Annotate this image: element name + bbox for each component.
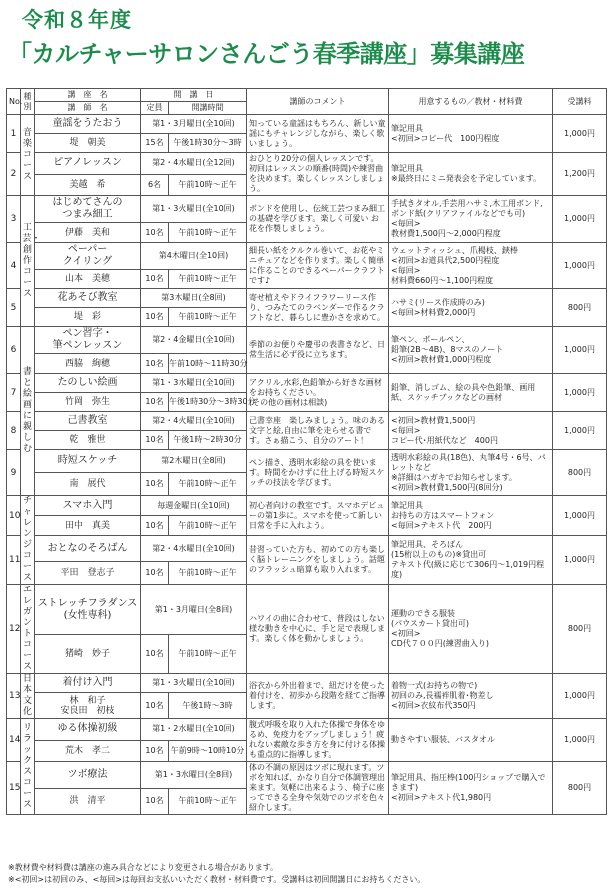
course-no: 2 — [7, 153, 21, 196]
course-no: 12 — [7, 585, 21, 674]
course-table — [6, 88, 607, 815]
course-materials: 鉛筆、消しゴム、絵の具や色鉛筆、画用紙、スケッチブックなどの画材 — [389, 374, 553, 412]
col-capacity: 定員 — [141, 102, 169, 115]
course-materials: ハサミ(リース作成時のみ) <毎回>材料費2,000円 — [389, 289, 553, 327]
course-lecturer: 田中 真美 — [35, 516, 141, 536]
course-materials: 運動のできる服装 (パウスカート貸出可) <初回> CD代７００円(練習曲入り) — [389, 585, 553, 674]
col-materials: 用意するもの／教材・材料費 — [389, 89, 553, 115]
table-row — [7, 496, 607, 516]
course-comment: 腹式呼吸を取り入れた体操で身体をゆるめ、免疫力をアップしましょう！疲れない素敵な歩き方を身に付ける体操も重点的に指導します。 — [247, 719, 389, 762]
course-comment: 己書幸座 楽しみましょう。味のある文字と絵,自由に筆を走らせる書です。さぁ描こう、自分のアート！ — [247, 412, 389, 450]
course-capacity: 10名 — [141, 788, 169, 815]
footnote-2: ※<初回>は初回のみ、<毎回>は毎回お支払いいただく教材・材料費です。受講料は初回開講日にお持ちください。 — [8, 875, 426, 884]
course-time: 午前10時～正午 — [169, 635, 247, 674]
course-name: 己書教室 — [35, 412, 141, 431]
genre-text: エレガントコース — [22, 585, 32, 672]
col-genre: 種別 — [21, 89, 35, 115]
course-lecturer: 西脇 絢穂 — [35, 354, 141, 374]
course-comment: 知っている童謡はもちろん、新しい童謡にもチャレンジしながら、楽しく歌いましょう。 — [247, 115, 389, 153]
course-materials: 筆記用具、指圧棒(100円ショップで購入できます) <初回>テキスト代1,980円 — [389, 762, 553, 815]
course-name: おとなのそろばん — [35, 536, 141, 562]
course-materials: 透明水彩絵の具(18色)、丸筆4号・6号、パレットなど ※詳細はハガキでお知らせします。 <初回>教材費1,500円(8回分) — [389, 450, 553, 496]
table-row — [7, 762, 607, 789]
course-no: 15 — [7, 762, 21, 815]
course-fee: 800円 — [553, 585, 607, 674]
course-no: 14 — [7, 719, 21, 762]
course-name: ペン習字・ 筆ペンレッスン — [35, 327, 141, 354]
course-comment: 昔習っていた方も、初めての方も楽しく脳トレーニングをしましょう。話題のフラッシュ暗算も取り入れます。 — [247, 536, 389, 585]
course-capacity: 10名 — [141, 635, 169, 674]
course-name: たのしい絵画 — [35, 374, 141, 393]
course-comment: 細長い紙をクルクル巻いて、お花やミニチュアなどを作ります。楽しく簡単に作ることのできるペーパークラフトです♪ — [247, 243, 389, 289]
course-schedule: 第1・3水曜日(全10回) — [141, 374, 247, 393]
col-course-name: 講 座 名 — [35, 89, 141, 102]
course-materials: <初回>教材費1,500円 <毎回> コピー代･用紙代など 400円 — [389, 412, 553, 450]
course-fee: 1,000円 — [553, 243, 607, 289]
course-capacity: 10名 — [141, 223, 169, 243]
course-name: ペーパー クイリング — [35, 243, 141, 270]
course-schedule: 第2木曜日(全8回) — [141, 450, 247, 473]
course-materials: 筆記用具 <初回>コピー代 100円程度 — [389, 115, 553, 153]
footnote-1: ※教材費や材料費は講座の進み具合などにより変更される場合があります。 — [8, 863, 279, 872]
table-row — [7, 196, 607, 223]
course-name: ゆる体操初級 — [35, 719, 141, 741]
genre-text: リラックスコース — [22, 722, 32, 810]
course-fee: 1,000円 — [553, 412, 607, 450]
page-header — [0, 0, 611, 86]
course-name: はじめてさんの つまみ細工 — [35, 196, 141, 223]
page-title: 「カルチャーサロンさんごう春季講座」募集講座 — [8, 40, 525, 68]
course-comment: 寄せ植えやドライフラワーリース作り、つみたてのラベンダーで作るクラフトなど、暮らしに豊かさを求めて。 — [247, 289, 389, 327]
course-materials: 着物一式(お持ちの物で) 初回のみ,長襦袢肌着･物差し <初回>衣紋布代350円 — [389, 674, 553, 719]
course-no: 6 — [7, 327, 21, 374]
course-lecturer: 堤 彩 — [35, 308, 141, 327]
course-schedule: 第3木曜日(全8回) — [141, 289, 247, 308]
course-schedule: 第4木曜日(全10回) — [141, 243, 247, 270]
course-capacity: 10名 — [141, 308, 169, 327]
course-fee: 1,000円 — [553, 196, 607, 243]
course-comment: おひとり20分の個人レッスンです。初回はレッスンの順番(時間)や練習曲を決めます。楽しくレッスンしましょう。 — [247, 153, 389, 196]
course-time: 午前9時～10時10分 — [169, 740, 247, 762]
course-name: 着付け入門 — [35, 674, 141, 693]
table-row — [7, 327, 607, 354]
course-schedule: 第2・4水曜日(全10回) — [141, 536, 247, 562]
col-comment: 講師のコメント — [247, 89, 389, 115]
course-schedule: 第1・3水曜日(全8回) — [141, 762, 247, 789]
course-time: 午前10時～正午 — [169, 516, 247, 536]
course-name: ツボ療法 — [35, 762, 141, 789]
course-comment: ボンドを使用し、伝統工芸つまみ細工の基礎を学びます。楽しく可愛い お花を作製しましょう。 — [247, 196, 389, 243]
course-lecturer: 堤 朝美 — [35, 134, 141, 153]
course-time: 午前10時～正午 — [169, 788, 247, 815]
course-fee: 800円 — [553, 762, 607, 815]
course-materials: ウェットティッシュ、爪楊枝、鋏棒 <初回>お道具代2,500円程度 <毎回> 材料費660円～1,100円程度 — [389, 243, 553, 289]
genre-text: チャレンジコース — [22, 496, 32, 583]
course-schedule: 第1・3火曜日(全10回) — [141, 196, 247, 223]
genre-label — [21, 719, 35, 815]
course-lecturer: 荒木 孝二 — [35, 740, 141, 762]
course-no: 13 — [7, 674, 21, 719]
table-row — [7, 674, 607, 693]
course-capacity: 10名 — [141, 431, 169, 450]
course-no: 3 — [7, 196, 21, 243]
course-fee: 1,000円 — [553, 115, 607, 153]
course-materials: 筆記用具、そろばん (15桁以上のもの)※貸出可 テキスト代(級に応じて306円～1,019円程度) — [389, 536, 553, 585]
table-row — [7, 450, 607, 473]
course-time: 午後1時～3時 — [169, 693, 247, 719]
course-capacity: 10名 — [141, 473, 169, 496]
course-capacity: 6名 — [141, 174, 169, 196]
table-row — [7, 412, 607, 431]
course-lecturer: 乾 雅世 — [35, 431, 141, 450]
course-capacity: 10名 — [141, 740, 169, 762]
course-capacity: 10名 — [141, 270, 169, 289]
course-materials: 動きやすい服装、バスタオル — [389, 719, 553, 762]
course-time: 午後1時30分～3時 — [169, 134, 247, 153]
table-row — [7, 585, 607, 635]
course-materials: 手拭きタオル,手芸用ハサミ,木工用ボンド,ボンド紙(クリアファイルなどでも可) <毎回> 教材費1,500円～2,000円程度 — [389, 196, 553, 243]
course-lecturer: 洪 清平 — [35, 788, 141, 815]
course-comment: 季節のお便りや慶弔の表書きなど、日常生活に必ず役に立ちます。 — [247, 327, 389, 374]
course-schedule: 第2・4水曜日(全12回) — [141, 153, 247, 175]
genre-label — [21, 585, 35, 674]
genre-label — [21, 496, 35, 585]
course-fee: 1,000円 — [553, 674, 607, 719]
course-lecturer: 林 和子 安良田 初枝 — [35, 693, 141, 719]
col-lecturer: 講 師 名 — [35, 102, 141, 115]
course-schedule: 第1・3月曜日(全10回) — [141, 115, 247, 134]
course-fee: 800円 — [553, 450, 607, 496]
course-name: ピアノレッスン — [35, 153, 141, 175]
course-time: 午前10時～正午 — [169, 174, 247, 196]
course-comment: 浴衣から外出着まで、紐だけを使った着付けを、初歩から段階を経てご指導します。 — [247, 674, 389, 719]
course-capacity: 10名 — [141, 562, 169, 585]
genre-text: 日本文化 — [22, 674, 32, 717]
course-comment: ハワイの曲に合わせて、普段はしない様な動きを中心に、手と足で表現します。楽しく体を動かしましょう。 — [247, 585, 389, 674]
course-name: スマホ入門 — [35, 496, 141, 516]
table-row — [7, 536, 607, 562]
course-time: 午後1時～2時30分 — [169, 431, 247, 450]
genre-text: 工芸・創作コース — [22, 222, 41, 299]
course-materials: 筆記用具 お持ちの方はスマートフォン <毎回>テキスト代 200円 — [389, 496, 553, 536]
table-row — [7, 153, 607, 175]
table-row — [7, 289, 607, 308]
table-row — [7, 374, 607, 393]
course-capacity: 10名 — [141, 393, 169, 412]
course-schedule: 第1・3月曜日(全8回) — [141, 585, 247, 635]
genre-label — [21, 115, 35, 196]
col-schedule: 開 講 日 — [141, 89, 247, 102]
course-no: 1 — [7, 115, 21, 153]
course-time: 午前10時～正午 — [169, 270, 247, 289]
course-capacity: 10名 — [141, 693, 169, 719]
course-materials: 筆ペン、ボールペン、 鉛筆(2B～4B)、8マスのノート <初回>教材費1,000円程度 — [389, 327, 553, 374]
course-materials: 筆記用具 ※最終日にミニ発表会を予定しています。 — [389, 153, 553, 196]
course-lecturer: 南 展代 — [35, 473, 141, 496]
course-no: 11 — [7, 536, 21, 585]
course-time: 午前10時～正午 — [169, 223, 247, 243]
course-lecturer: 美越 希 — [35, 174, 141, 196]
genre-text: 書と絵画に親しむ — [22, 367, 32, 454]
course-fee: 1,000円 — [553, 719, 607, 762]
course-schedule: 第1・3火曜日(全10回) — [141, 674, 247, 693]
table-row — [7, 243, 607, 270]
course-capacity: 15名 — [141, 134, 169, 153]
course-schedule: 毎週金曜日(全10回) — [141, 496, 247, 516]
course-no: 5 — [7, 289, 21, 327]
course-no: 9 — [7, 450, 21, 496]
col-no: No. — [7, 89, 21, 115]
course-schedule: 第1・2水曜日(全10回) — [141, 719, 247, 741]
col-time: 開講時間 — [169, 102, 247, 115]
table-row — [7, 115, 607, 134]
course-comment: アクリル,水彩,色鉛筆から好きな画材をお持ちください。 (その他の画材は相談) — [247, 374, 389, 412]
course-capacity: 10名 — [141, 516, 169, 536]
course-fee: 1,200円 — [553, 153, 607, 196]
course-name: 童謡をうたおう — [35, 115, 141, 134]
course-time: 午前10時～11時30分 — [169, 354, 247, 374]
course-name: 花あそび教室 — [35, 289, 141, 308]
course-time: 午前10時～正午 — [169, 473, 247, 496]
year-label: 令和８年度 — [22, 8, 132, 32]
course-fee: 1,000円 — [553, 374, 607, 412]
course-name: 時短スケッチ — [35, 450, 141, 473]
col-fee: 受講料 — [553, 89, 607, 115]
course-lecturer: 竹岡 弥生 — [35, 393, 141, 412]
table-row — [7, 719, 607, 741]
course-schedule: 第2・4火曜日(全10回) — [141, 412, 247, 431]
course-name: ストレッチフラダンス (女性専科) — [35, 585, 141, 635]
course-time: 午前10時～正午 — [169, 562, 247, 585]
course-no: 7 — [7, 374, 21, 412]
course-no: 4 — [7, 243, 21, 289]
course-lecturer: 伊藤 美和 — [35, 223, 141, 243]
genre-text: 音楽コース — [22, 127, 32, 182]
course-no: 10 — [7, 496, 21, 536]
course-comment: 初心者向けの教室です。スマホデビューの第1歩に。スマホを使って新しい日常を手に入れよう。 — [247, 496, 389, 536]
course-comment: ペン描き、透明水彩絵の具を使います。時間をかけずに仕上げる時短スケッチの技法を学びます。 — [247, 450, 389, 496]
course-capacity: 10名 — [141, 354, 169, 374]
course-time: 午前10時～正午 — [169, 308, 247, 327]
course-comment: 体の不調の原因はツボに現れます。ツボを知れば、かなり自分で体調管理出来ます。気軽に出来るよう、椅子に座ってできる全身や気効でのツボを色々紹介します。 — [247, 762, 389, 815]
genre-label — [21, 674, 35, 719]
course-no: 8 — [7, 412, 21, 450]
course-fee: 1,000円 — [553, 327, 607, 374]
course-fee: 1,000円 — [553, 496, 607, 536]
course-lecturer: 猪崎 妙子 — [35, 635, 141, 674]
course-schedule: 第2・4金曜日(全10回) — [141, 327, 247, 354]
genre-label — [21, 327, 35, 496]
course-fee: 1,000円 — [553, 536, 607, 585]
course-lecturer: 平田 登志子 — [35, 562, 141, 585]
course-lecturer: 山本 美穂 — [35, 270, 141, 289]
course-time: 午後1時30分～3時30分 — [169, 393, 247, 412]
course-fee: 800円 — [553, 289, 607, 327]
genre-label — [21, 196, 41, 327]
